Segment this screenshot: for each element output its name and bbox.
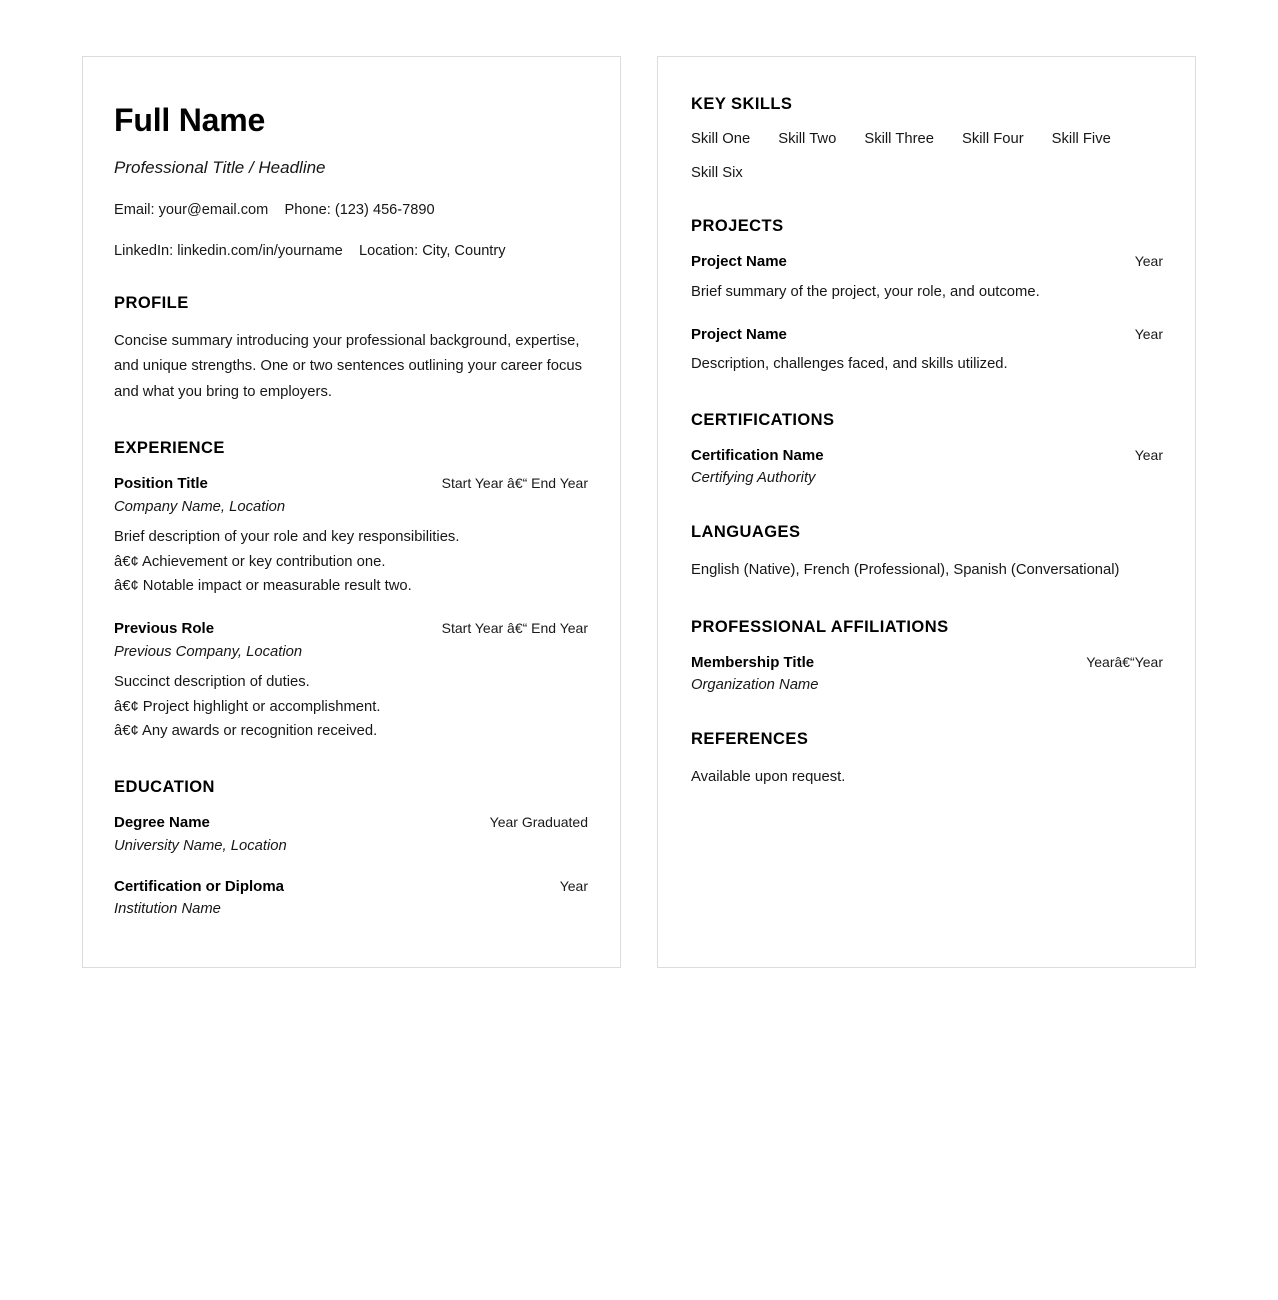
section-heading-profile: PROFILE <box>114 294 189 313</box>
section-projects <box>691 217 1163 376</box>
experience-position-title: Previous Role <box>114 620 215 638</box>
education-entry-header <box>114 877 588 897</box>
education-institution: Institution Name <box>114 900 221 917</box>
affiliation-entry <box>691 653 1163 696</box>
section-heading-education: EDUCATION <box>114 778 215 797</box>
project-description: Brief summary of the project, your role, and outcome. <box>691 283 1040 300</box>
education-year: Year <box>559 877 588 894</box>
certification-year: Year <box>1134 446 1163 463</box>
contact-line-linkedin-location: LinkedIn: linkedin.com/in/yourname Location: City, Country <box>114 242 506 259</box>
references-text: Available upon request. <box>691 768 846 785</box>
skill-item: Skill Four <box>961 131 1024 147</box>
key-skills-list <box>691 130 1146 183</box>
section-heading-languages: LANGUAGES <box>691 523 801 542</box>
education-institution: University Name, Location <box>114 837 287 854</box>
resume-page-2 <box>657 56 1196 968</box>
skill-item: Skill Five <box>1051 131 1111 147</box>
certifying-authority: Certifying Authority <box>691 469 816 486</box>
skill-item: Skill Six <box>691 165 743 182</box>
page-title: Full Name <box>114 102 266 138</box>
experience-description-line: Brief description of your role and key responsibilities. <box>114 528 460 545</box>
experience-bullet-line: â€¢ Achievement or key contribution one. <box>114 553 386 570</box>
experience-entry-header <box>114 619 588 639</box>
languages-text: English (Native), French (Professional), Spanish (Conversational) <box>691 562 1120 579</box>
education-degree-name: Degree Name <box>114 814 210 832</box>
project-year: Year <box>1134 253 1163 270</box>
certification-name: Certification Name <box>691 446 824 464</box>
section-professional-affiliations <box>691 618 1163 696</box>
section-references <box>691 730 1163 790</box>
experience-description <box>114 525 588 600</box>
professional-headline: Professional Title / Headline <box>114 158 326 178</box>
section-profile <box>114 294 588 405</box>
organization-name: Organization Name <box>691 676 819 693</box>
education-year: Year Graduated <box>489 814 588 831</box>
contact-line-email-phone: Email: your@email.com Phone: (123) 456-7890 <box>114 201 435 218</box>
project-entry <box>691 325 1163 377</box>
resume-pages <box>82 56 1196 968</box>
certification-entry <box>691 446 1163 489</box>
section-languages <box>691 523 1163 583</box>
experience-description-line: Succinct description of duties. <box>114 673 310 690</box>
experience-date-range: Start Year â€“ End Year <box>441 620 588 637</box>
project-entry <box>691 252 1163 304</box>
resume-header <box>114 103 588 260</box>
experience-date-range: Start Year â€“ End Year <box>441 475 588 492</box>
project-name: Project Name <box>691 325 787 343</box>
experience-company-location: Previous Company, Location <box>114 643 303 660</box>
project-name: Project Name <box>691 253 787 271</box>
experience-bullet-line: â€¢ Notable impact or measurable result two. <box>114 578 412 595</box>
profile-summary-text: Concise summary introducing your professional background, expertise, and unique strengths. One or two sentences outlining your career focus and what you bring to employers. <box>114 333 583 400</box>
experience-description <box>114 670 588 745</box>
experience-position-title: Position Title <box>114 475 208 493</box>
section-heading-affiliations: PROFESSIONAL AFFILIATIONS <box>691 617 949 636</box>
skill-item: Skill Three <box>864 131 934 147</box>
education-entry <box>114 877 588 920</box>
section-education <box>114 778 588 920</box>
section-heading-key-skills: KEY SKILLS <box>691 95 793 113</box>
section-key-skills <box>691 95 1163 183</box>
project-entry-header <box>691 252 1163 272</box>
section-heading-experience: EXPERIENCE <box>114 439 225 458</box>
experience-bullet-line: â€¢ Any awards or recognition received. <box>114 723 378 740</box>
skill-item: Skill One <box>691 131 751 147</box>
section-certifications <box>691 411 1163 489</box>
section-heading-references: REFERENCES <box>691 729 809 748</box>
education-entry <box>114 813 588 856</box>
membership-title: Membership Title <box>691 653 815 671</box>
experience-company-location: Company Name, Location <box>114 498 286 515</box>
affiliation-year-range: Yearâ€“Year <box>1086 653 1163 670</box>
section-heading-certifications: CERTIFICATIONS <box>691 410 835 429</box>
experience-bullet-line: â€¢ Project highlight or accomplishment. <box>114 698 381 715</box>
resume-page-1 <box>82 56 621 968</box>
experience-entry-header <box>114 474 588 494</box>
affiliation-entry-header <box>691 653 1163 673</box>
experience-entry <box>114 619 588 744</box>
education-entry-header <box>114 813 588 833</box>
project-year: Year <box>1134 325 1163 342</box>
project-description: Description, challenges faced, and skills utilized. <box>691 355 1008 372</box>
section-experience <box>114 439 588 744</box>
certification-entry-header <box>691 446 1163 466</box>
skill-item: Skill Two <box>778 131 837 147</box>
experience-entry <box>114 474 588 599</box>
education-degree-name: Certification or Diploma <box>114 877 285 895</box>
project-entry-header <box>691 325 1163 345</box>
section-heading-projects: PROJECTS <box>691 217 784 236</box>
